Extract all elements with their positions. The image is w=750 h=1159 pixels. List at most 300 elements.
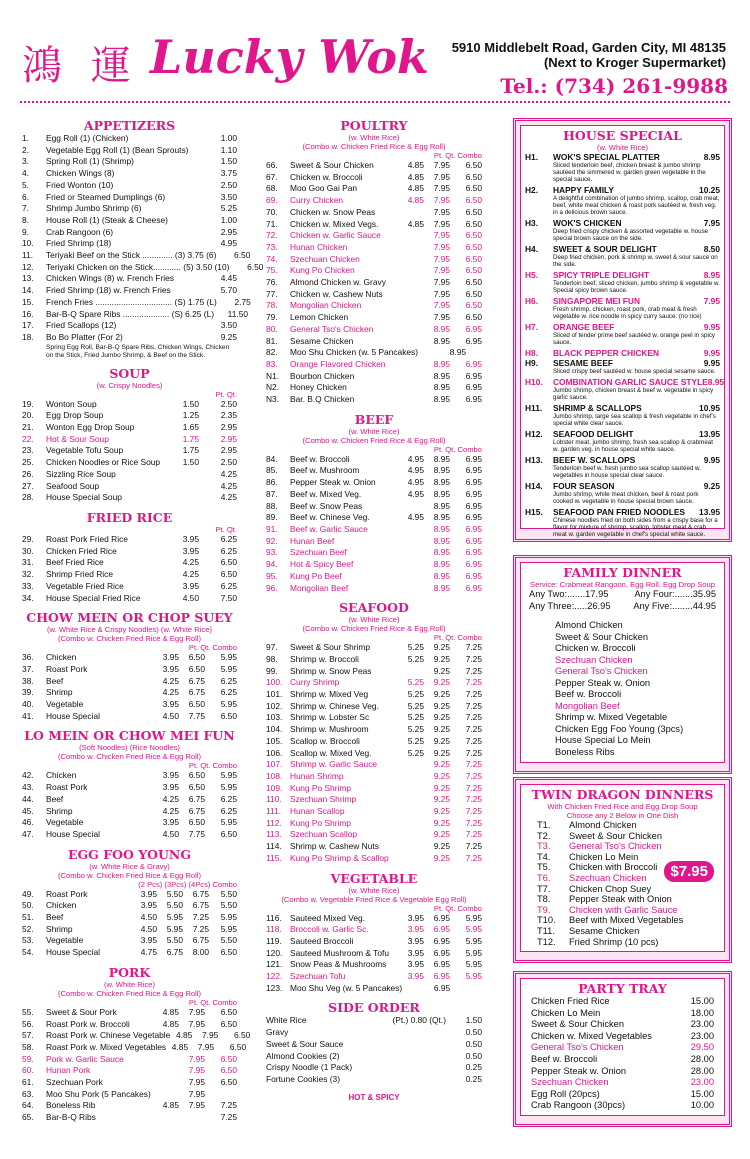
item-name: General Tso's Chicken [290,323,374,334]
item-price [402,336,424,348]
item-price: 5.50 [166,888,183,899]
item-name: Scallop w. Mixed Veg. [290,747,372,758]
item-number: 59. [22,1053,34,1064]
item-price: 5.70 [220,285,237,296]
item-number: 60. [22,1065,34,1076]
side-item [266,1051,482,1063]
side-item-price: 0.50 [465,1050,482,1061]
party-tray-title: PARTY TRAY [578,981,667,996]
menu-item [266,536,482,548]
menu-item [266,571,482,583]
item-name: Sauteed Broccoli [290,935,354,946]
item-name: Shrimp w. Lobster Sc [290,712,370,723]
item-number: T7. [537,883,551,894]
menu-item [22,664,237,676]
item-name: Beef w. Garlic Sauce [290,523,368,534]
menu-item [22,1019,237,1031]
pork-subtitle-1: (w. White Rice) [103,979,156,989]
item-name: Spring Roll (1) (Shrimp) [46,156,134,167]
beef-subtitle-1: (w. White Rice) [348,426,400,436]
item-name: Almond Chicken [569,820,637,830]
menu-item [22,296,251,309]
restaurant-logo: Lucky Wok [150,30,429,84]
menu-item [22,308,249,321]
item-price [402,254,424,266]
item-description: A delightful combination of jumbo shrimp, scallop, crab meat, beef, white meat chicken & roast pork sautéed w. fresh veg. in a delicious brown sauce. [553,195,720,216]
item-price: 8.95 [433,335,450,346]
item-number: 86. [266,477,278,488]
item-price: 9.25 [433,677,450,688]
item-price: 1.50 [182,398,199,409]
item-price [402,841,424,853]
item-price: 3.95 [162,652,179,663]
item-price [402,771,424,783]
item-price: 6.50 [188,663,205,674]
item-name: Shrimp w. Snow Peas [290,665,372,676]
item-price: 6.50 [465,206,482,217]
item-price: 9.25 [220,331,237,342]
item-number: 37. [22,663,34,674]
item-price: 8.00 [192,947,209,958]
house-special-item [525,455,720,465]
item-number: H8. [525,348,539,358]
pork-column-headers: Pt. Qt. Combo [188,997,237,1007]
item-name: Hunan Beef [290,535,335,546]
item-name: Bourbon Chicken [290,370,355,381]
item-price [402,759,424,771]
item-price: 6.25 [220,687,237,698]
item-name: Szechuan Pork [46,1077,103,1088]
item-name: Szechuan Chicken [569,872,647,883]
item-number: 76. [266,277,278,288]
item-price: 15.00 [690,1088,714,1099]
item-number: H15. [525,507,543,517]
item-description: Sliced crispy beef sautéed w. house special sesame sauce. [553,368,716,375]
item-price: 18.00 [690,1007,714,1018]
item-price: 3.95 [162,699,179,710]
item-price: 6.95 [465,370,482,381]
item-number: N1. [266,370,280,381]
item-number: 29. [22,533,34,544]
item-price [402,324,424,336]
item-price [171,492,199,504]
item-price: 7.25 [465,852,482,863]
family-item: General Tso's Chicken [555,666,648,676]
item-price: 6.50 [220,569,237,580]
item-name: Fried Scallops (12) [46,320,117,331]
item-description: Tenderloin beef, sliced chicken, jumbo shrimp & vegetable w. Special spicy brown sauce. [553,280,720,294]
item-price: 4.25 [220,468,237,479]
item-price: 6.95 [465,559,482,570]
item-price: 7.95 [433,206,450,217]
menu-item [266,818,482,830]
item-price: 6.95 [433,959,450,970]
item-number: 102. [266,700,283,711]
item-number: 42. [22,770,34,781]
item-price: 9.25 [433,817,450,828]
item-price: 3.95 [162,770,179,781]
menu-item [22,457,237,469]
menu-item [266,207,482,219]
item-price [205,1089,237,1101]
item-price: 1.75 [182,433,199,444]
menu-item [266,547,482,559]
item-number: 7. [22,203,29,214]
item-name: Sweet & Sour Chicken [290,160,374,170]
item-number: 111. [266,806,282,817]
lo_mein-subtitle-1: (Soft Noodles) (Rice Noodles) [79,743,180,753]
item-number: 80. [266,323,278,334]
item-price [418,347,440,359]
item-name: General Tso's Chicken [569,841,662,852]
item-name: Chicken w. Garlic Sauce [290,230,381,241]
item-price: 9.95 [703,322,720,332]
item-number: T4. [537,851,551,862]
item-number: T10. [537,915,556,926]
hot-spicy-legend: HOT & SPICY [348,1092,400,1102]
lo_mein-subtitle-2: (Combo w. Chicken Fried Rice & Egg Roll) [57,752,202,762]
menu-item [266,195,482,207]
twin-item [525,831,720,842]
side-item [266,1027,482,1039]
item-price: 7.95 [433,195,450,206]
item-price: 6.75 [192,888,209,899]
item-number: 49. [22,888,34,899]
item-price: 7.95 [433,312,450,323]
menu-item [22,652,237,664]
twin-item [525,905,720,916]
menu-item [266,512,482,524]
item-price: 7.25 [465,817,482,828]
item-price: 28.00 [690,1065,714,1076]
item-price: 7.95 [433,288,450,299]
item-price: 1.00 [220,214,237,225]
item-price: 4.45 [220,273,237,284]
menu-item [22,581,237,593]
item-price: 5.95 [465,935,482,946]
poultry-subtitle-1: (w. White Rice) [348,133,400,142]
item-price: 23.00 [690,1019,714,1030]
item-price: 4.85 [171,1041,189,1052]
menu-item [22,806,237,818]
item-name: Szechuan Chicken [531,1077,609,1088]
item-number: T9. [537,904,551,915]
item-name: House Special [46,710,101,721]
item-name: Beef w. Broccoli [531,1053,598,1064]
item-price: 6.50 [465,312,482,323]
item-price: 8.95 [433,323,450,334]
item-number: 47. [22,828,34,839]
item-name: Beef [46,793,64,804]
item-number: 40. [22,699,34,710]
item-price: 8.95 [707,377,725,387]
menu-item [266,677,482,689]
item-name: Beef [46,912,64,923]
item-price: 6.95 [433,982,451,993]
item-price [157,1054,179,1066]
menu-column-left [22,112,264,1124]
vegetable-subtitle-2: (Combo w. Vegetable Fried Rice & Vegetable Egg Roll) [281,894,467,904]
item-number: 97. [266,642,278,653]
fried_rice-column-headers: Pt. Qt. [215,524,237,534]
house-special-inner [520,125,725,538]
seafood-subtitle-2: (Combo w. Chicken Fried Rice & Egg Roll) [302,624,446,634]
menu-item [266,654,482,666]
item-number: 11. [22,250,34,261]
item-name: Roast Pork [46,663,88,674]
item-price: 8.95 [433,535,450,546]
item-name: Sauteed Mixed Veg. [290,912,365,923]
item-number: 3. [22,156,29,167]
menu-item [266,853,482,865]
menu-item [266,829,482,841]
item-name: Vegetable [46,935,84,946]
item-price: 6.50 [465,277,482,288]
item-price [402,394,424,406]
family-item: Boneless Ribs [555,746,615,757]
item-number: 120. [266,947,283,958]
item-price: 4.85 [407,171,424,182]
item-price: 3.95 [162,663,179,674]
item-price: 2.50 [220,398,237,409]
party-item [525,1100,720,1112]
item-number: H14. [525,481,543,491]
item-price: 6.50 [465,288,482,299]
item-name: Vegetable [46,817,84,828]
item-price: 5.95 [465,924,482,935]
item-name: House Roll (1) (Steak & Cheese) [46,214,168,225]
item-price [402,583,424,595]
item-price: 7.75 [188,710,205,721]
item-name: Shrimp w. Mushroom [290,724,369,735]
item-description: Deep fried crispy chicken & assorted vegetable w. house special brown sauce on the side. [553,228,709,242]
menu-item [22,133,237,145]
twin-dragon-subtitle-1: With Chicken Fried Rice and Egg Drop Soup [547,802,698,811]
menu-item [22,481,237,493]
menu-item [22,410,237,422]
item-name: Wonton Soup [46,398,97,409]
item-name: Shrimp Fried Rice [46,569,114,580]
item-price: 7.25 [465,642,482,653]
menu-item [22,227,237,239]
item-price: 7.95 [433,277,450,288]
item-number: 70. [266,206,278,217]
item-price: 4.75 [140,947,157,958]
item-name: Sweet & Sour Pork [46,1006,117,1017]
item-number: 28. [22,492,34,503]
item-name: Shrimp [46,805,73,816]
item-price: 6.75 [192,935,209,946]
item-name: Fried Shrimp (18) [46,238,112,249]
item-name: Chicken Lo Mein [531,1007,601,1018]
item-name: Chicken Chop Suey [569,883,652,894]
family-item: House Special Lo Mein [555,735,651,745]
menu-item [266,160,482,172]
menu-item [266,759,482,771]
address-line-2: (Next to Kroger Supermarket) [543,55,726,70]
item-price: 4.95 [407,512,424,523]
item-number: 122. [266,971,283,982]
item-price: 5.95 [220,923,237,934]
item-number: 22. [22,433,34,444]
menu-item [266,277,482,289]
item-price: 3.95 [182,580,199,591]
item-price [466,347,498,359]
item-name: Curry Chicken [290,195,344,206]
item-name: COMBINATION GARLIC SAUCE STYLE [553,377,708,387]
item-name: Beef w. Mushroom [290,465,360,476]
item-number: H1. [525,152,539,162]
item-price: 8.50 [703,244,720,254]
menu-item [266,382,482,394]
house-special-item [525,377,725,387]
menu-item [266,300,482,312]
item-price: 3.95 [407,959,424,970]
item-name: Szechuan Shrimp [290,794,357,805]
item-price: 9.25 [433,735,450,746]
item-price: 7.95 [433,253,450,264]
item-name: Pepper Steak w. Onion [290,477,376,488]
item-price: 1.00 [220,133,237,143]
menu-item [266,794,482,806]
item-name: Shrimp w. Broccoli [290,653,359,664]
menu-item [22,399,237,411]
item-number: 16. [22,308,34,319]
item-price: 9.25 [433,700,450,711]
item-name: Roast Pork w. Broccoli [46,1018,130,1029]
item-number: 75. [266,265,278,276]
item-price: 6.50 [234,1030,251,1041]
family-dinner-title: FAMILY DINNER [563,565,682,580]
item-name: Moo Goo Gai Pan [290,183,358,194]
menu-item [22,180,237,192]
item-description: Jumbo shrimp, white meat chicken, beef & roast pork cooked w. vegetable in house special brown sauce. [553,491,699,505]
item-price: 1.65 [182,422,199,433]
party-item [525,996,720,1008]
menu-item [266,242,482,254]
item-price [171,469,199,481]
item-price: 7.95 [188,1018,205,1029]
poultry-title: POULTRY [340,118,408,133]
item-name: Szechuan Scallop [290,829,358,840]
item-name: Beef w. Chinese Veg. [290,512,370,523]
item-price [402,359,424,371]
item-name: SPICY TRIPLE DELIGHT [553,270,650,280]
item-name: Chicken w. Cashew Nuts [290,288,383,299]
item-name: Beef w. Broccoli [290,453,350,464]
item-price: 6.50 [465,183,482,194]
menu-item [22,947,237,959]
item-number: H3. [525,218,539,228]
item-price: 4.95 [407,465,424,476]
item-price: 8.95 [449,347,467,358]
item-price: 6.50 [220,1077,237,1088]
item-price: 7.95 [188,1100,205,1111]
item-number: 31. [22,557,34,568]
item-description: Deep fried chicken, pork & shrimp w. sweet & sour sauce on the side. [553,254,718,268]
item-price: 7.25 [465,653,482,664]
menu-item [266,454,482,466]
item-description: Fresh shrimp, chicken, roast pork, crab meat & fresh vegetable w. rice noodle in spicy curry sauce. (no rice) [553,306,702,320]
side-item [266,1039,482,1051]
item-price: 6.50 [220,710,237,721]
item-price: 8.95 [433,358,450,369]
menu-item [22,332,237,344]
menu-item [266,324,482,336]
side-item-size: (Pt.) 0.80 (Qt.) [392,1015,446,1026]
item-number: H10. [525,377,543,387]
side-item-name: Gravy [266,1027,289,1038]
item-price: 6.95 [465,570,482,581]
menu-item [266,172,482,184]
item-name: Bar-B-Q Ribs [46,1112,96,1123]
item-price: 9.25 [433,829,450,840]
item-price: 6.75 [192,900,209,911]
item-price [402,818,424,830]
item-number: 56. [22,1018,34,1029]
menu-item [22,273,237,285]
item-number: N3. [266,394,280,405]
item-price: 6.50 [188,770,205,781]
side-item [266,1062,482,1074]
item-name: Hot & Sour Soup [46,433,109,444]
item-price: 6.95 [465,535,482,546]
party-item [525,1054,720,1066]
item-number: T5. [537,862,551,873]
item-name: General Tso's Chicken [531,1042,624,1053]
item-price: 6.75 [166,947,183,958]
item-price: 7.25 [465,782,482,793]
item-price: 5.50 [220,900,237,911]
menu-item [266,736,482,748]
menu-item [266,336,482,348]
item-price: 6.50 [247,261,264,272]
item-name: Honey Chicken [290,382,347,393]
menu-item [266,806,482,818]
item-price [402,547,424,559]
item-name: Shrimp [46,687,73,698]
item-price [402,289,424,301]
house-special-item [525,244,720,254]
side-item-size [356,1062,446,1074]
item-price: 7.75 [188,828,205,839]
menu-item [22,1077,237,1089]
item-price: 13.95 [699,429,720,439]
item-number: 9. [22,226,29,237]
item-price: 6.95 [465,523,482,534]
item-number: 53. [22,935,34,946]
item-number: 18. [22,331,34,342]
item-number: 64. [22,1100,34,1111]
item-number: 83. [266,358,278,369]
seafood-title: SEAFOOD [339,600,409,616]
menu-item [22,889,237,901]
item-price: 9.95 [703,348,720,358]
item-number: 107. [266,759,283,770]
menu-item [266,959,482,971]
item-price: 4.25 [162,805,179,816]
menu-item [266,230,482,242]
menu-column-middle [266,112,482,1103]
item-price: 6.95 [465,335,482,346]
item-price: 8.95 [433,394,450,405]
item-name: Pork w. Garlic Sauce [46,1053,124,1064]
item-price: 3.95 [407,971,424,982]
family-item: Shrimp w. Mixed Vegetable [555,712,668,722]
menu-item [266,501,482,513]
menu-item [266,748,482,760]
menu-item [22,445,237,457]
